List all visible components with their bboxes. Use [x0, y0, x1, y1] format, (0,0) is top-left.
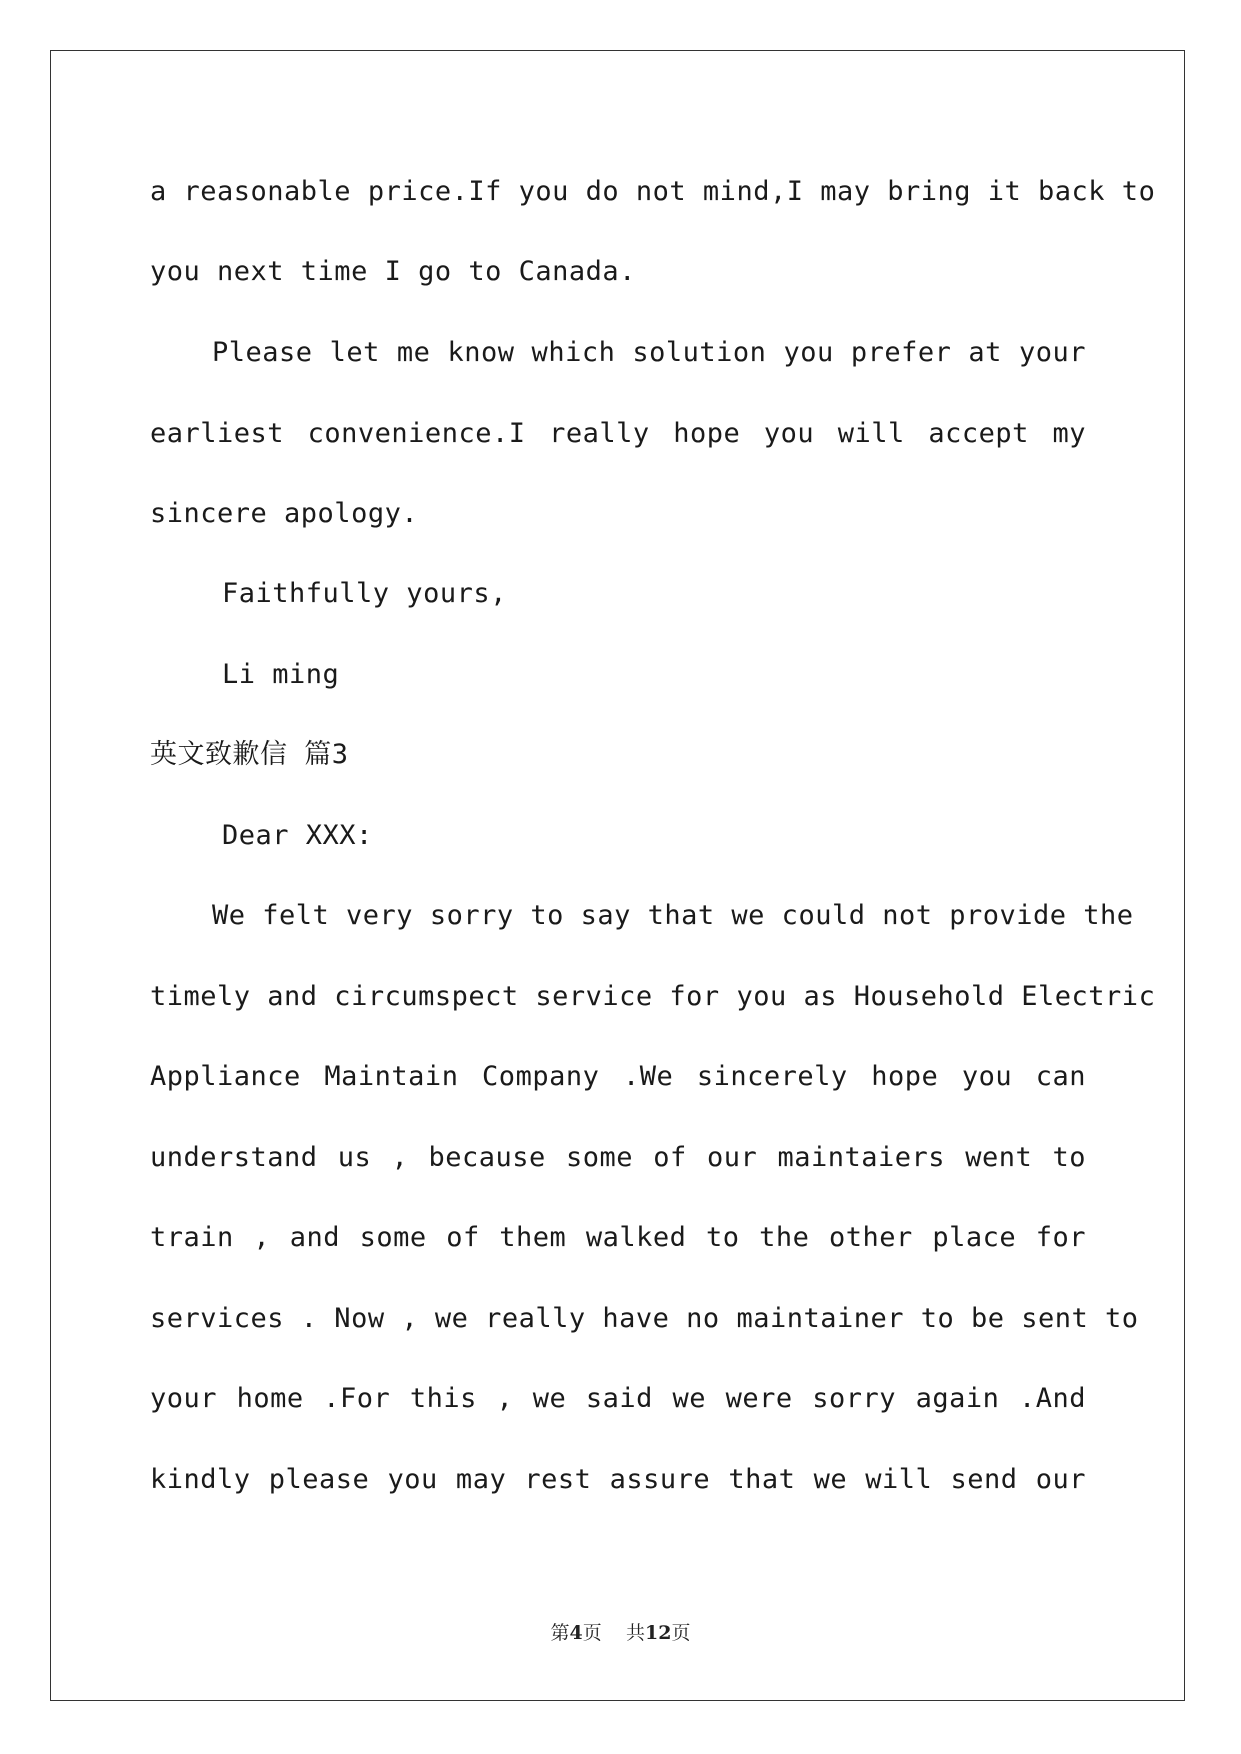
body-line: We felt very sorry to say that we could not provide the: [212, 900, 1134, 931]
body-line: train , and some of them walked to the other place for: [150, 1222, 1086, 1253]
body-line: Please let me know which solution you prefer at your: [212, 337, 1086, 368]
page-number: 4: [569, 1622, 583, 1644]
page-border: [50, 50, 1185, 1701]
body-line: sincere apology.: [150, 498, 419, 529]
body-line: a reasonable price.If you do not mind,I may bring it back to: [150, 176, 1156, 207]
body-line: Appliance Maintain Company .We sincerely hope you can: [150, 1061, 1086, 1092]
total-suffix: 页: [671, 1622, 691, 1644]
body-line: services . Now , we really have no maintainer to be sent to: [150, 1303, 1139, 1334]
page-prefix: 第: [550, 1622, 570, 1644]
page-footer: [0, 1618, 1241, 1645]
closing-line: Faithfully yours,: [222, 578, 507, 609]
total-pages: 12: [644, 1622, 672, 1644]
page-suffix: 页: [582, 1622, 602, 1644]
body-line: you next time I go to Canada.: [150, 256, 636, 287]
body-line: kindly please you may rest assure that we will send our: [150, 1464, 1086, 1495]
body-line: your home .For this , we said we were sorry again .And: [150, 1383, 1086, 1414]
body-line: understand us , because some of our maintaiers went to: [150, 1142, 1086, 1173]
section-heading: 英文致歉信 篇3: [150, 739, 349, 770]
salutation-line: Dear XXX:: [222, 820, 373, 851]
signature-line: Li ming: [222, 659, 340, 690]
body-line: timely and circumspect service for you as Household Electric: [150, 981, 1156, 1012]
total-prefix: 共: [625, 1622, 645, 1644]
body-line: earliest convenience.I really hope you will accept my: [150, 418, 1086, 449]
